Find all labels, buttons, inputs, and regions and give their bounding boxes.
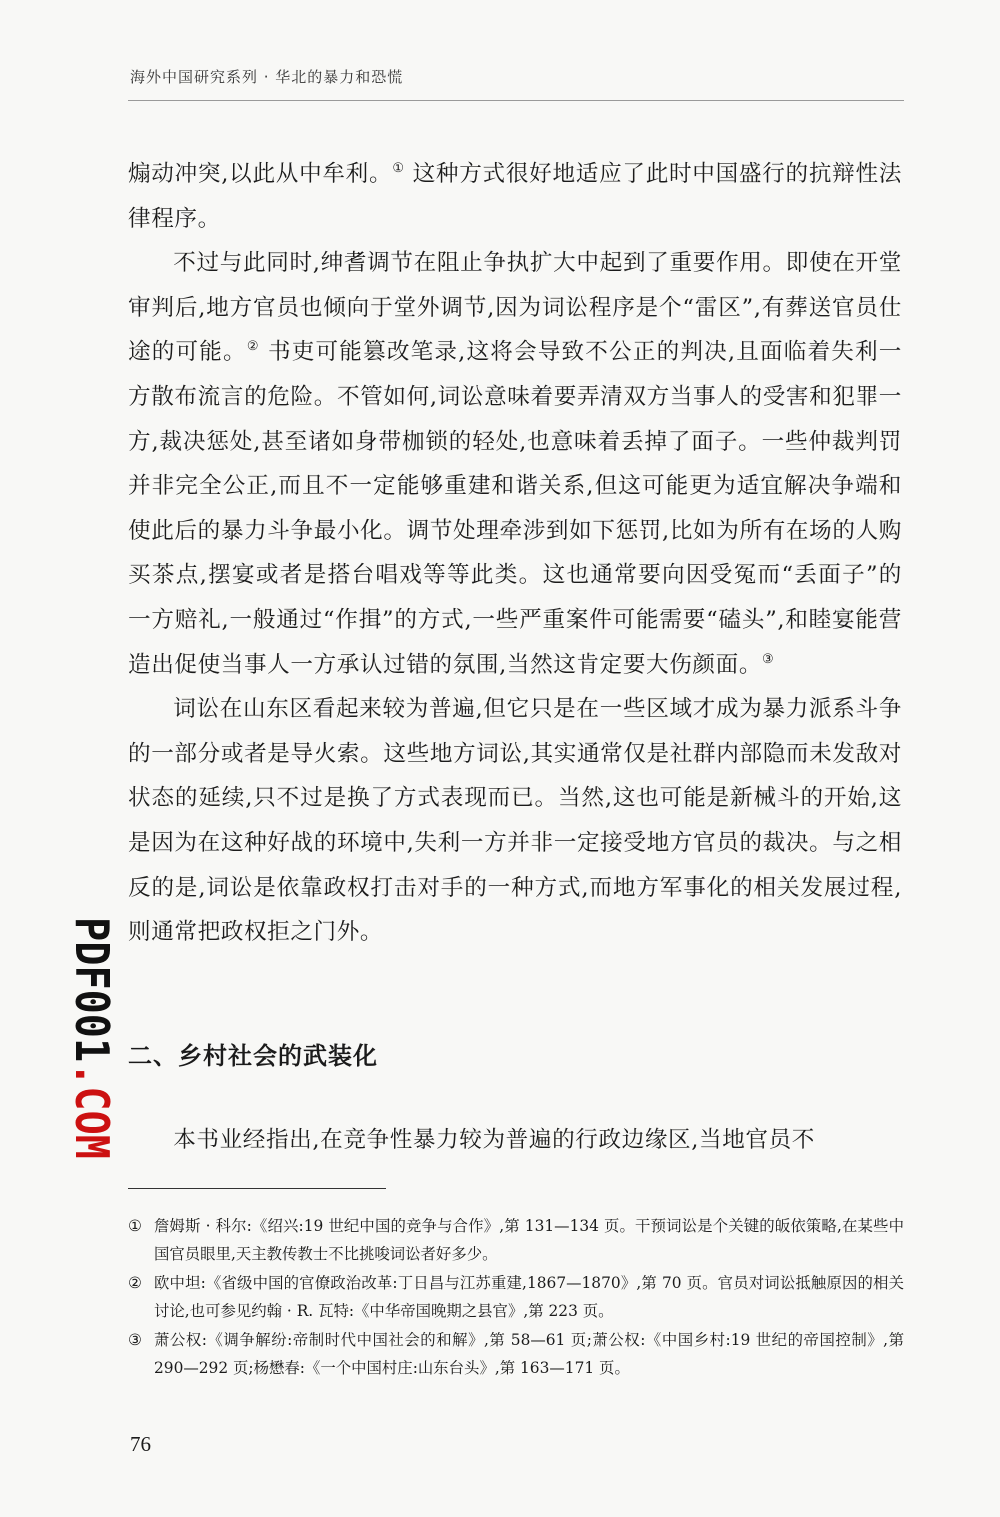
watermark-logo: [14, 915, 119, 1173]
footnote-text: 詹姆斯 · 科尔:《绍兴:19 世纪中国的竞争与合作》,第 131—134 页。干预词讼是个关键的皈依策略,在某些中国官员眼里,天主教传教士不比挑唆词讼者好多少。: [154, 1217, 904, 1264]
footnote-ref-1[interactable]: ①: [392, 161, 405, 176]
footnotes: [128, 1212, 904, 1382]
footnote-mark: ②: [128, 1273, 142, 1292]
footnote-mark: ③: [128, 1330, 142, 1349]
watermark-accent-text: .COM: [65, 1062, 119, 1173]
paragraph-2-text-b: 书吏可能篡改笔录,这将会导致不公正的判决,且面临着失利一方散布流言的危险。不管如何,词讼意味着要弄清双方当事人的受害和犯罪一方,裁决惩处,甚至诸如身带枷锁的轻处,也意味着丢掉了面子。一些仲裁判罚并非完全公正,而且不一定能够重建和谐关系,但这可能更为适宜解决争端和使此后的暴力斗争最小化。调节处理牵涉到如下惩罚,比如为所有在场的人购买茶点,摆宴或者是搭台唱戏等等此类。这也通常要向因受冤而“丢面子”的一方赔礼,一般通过“作揖”的方式,一些严重案件可能需要“磕头”,和睦宴能营造出促使当事人一方承认过错的氛围,当然这肯定要大伤颜面。: [128, 339, 902, 678]
footnote-3: [128, 1326, 904, 1383]
paragraph-1-text-b: 这种方式很好地适应了此时中国盛行的抗辩性法律程序。: [128, 161, 902, 232]
header-rule: [128, 100, 904, 101]
page-number: 76: [130, 1432, 151, 1456]
footnote-text: 萧公权:《调争解纷:帝制时代中国社会的和解》,第 58—61 页;萧公权:《中国乡村:19 世纪的帝国控制》,第 290—292 页;杨懋春:《一个中国村庄:山东台头》,第 163—171 页。: [154, 1330, 904, 1378]
footnote-rule: [128, 1188, 386, 1189]
running-header: 海外中国研究系列 · 华北的暴力和恐慌: [130, 68, 404, 86]
body-text: [128, 152, 902, 955]
section-title: 二、乡村社会的武装化: [128, 1042, 378, 1070]
paragraph-3: 词讼在山东区看起来较为普遍,但它只是在一些区域才成为暴力派系斗争的一部分或者是导火索。这些地方词讼,其实通常仅是社群内部隐而未发敌对状态的延续,只不过是换了方式表现而已。当然,这也可能是新械斗的开始,这是因为在这种好战的环境中,失利一方并非一定接受地方官员的裁决。与之相反的是,词讼是依靠政权打击对手的一种方式,而地方军事化的相关发展过程,则通常把政权拒之门外。: [128, 696, 902, 946]
section-first-paragraph: 本书业经指出,在竞争性暴力较为普遍的行政边缘区,当地官员不: [173, 1127, 815, 1153]
footnote-2: [128, 1269, 904, 1326]
footnote-1: [128, 1212, 904, 1269]
watermark-main-text: PDF001: [65, 917, 119, 1084]
footnote-text: 欧中坦:《省级中国的官僚政治改革:丁日昌与江苏重建,1867—1870》,第 70 页。官员对词讼抵触原因的相关讨论,也可参见约翰 · R. 瓦特:《中华帝国晚期之县官》,第 223 页。: [154, 1273, 904, 1321]
paragraph-2: [128, 241, 902, 687]
paragraph-1-text-a: 煽动冲突,以此从中牟利。: [128, 161, 393, 187]
footnote-ref-3[interactable]: ③: [762, 651, 775, 667]
footnote-mark: ①: [128, 1217, 142, 1235]
footnote-ref-2[interactable]: ②: [246, 339, 260, 355]
svg-text:PDF001.COM: [65, 917, 119, 1173]
paragraph-2-text-a: 不过与此同时,绅耆调节在阻止争执扩大中起到了重要作用。即使在开堂审判后,地方官员也倾向于堂外调节,因为词讼程序是个“雷区”,有葬送官员仕途的可能。: [128, 250, 902, 366]
paragraph-1: [128, 152, 902, 241]
